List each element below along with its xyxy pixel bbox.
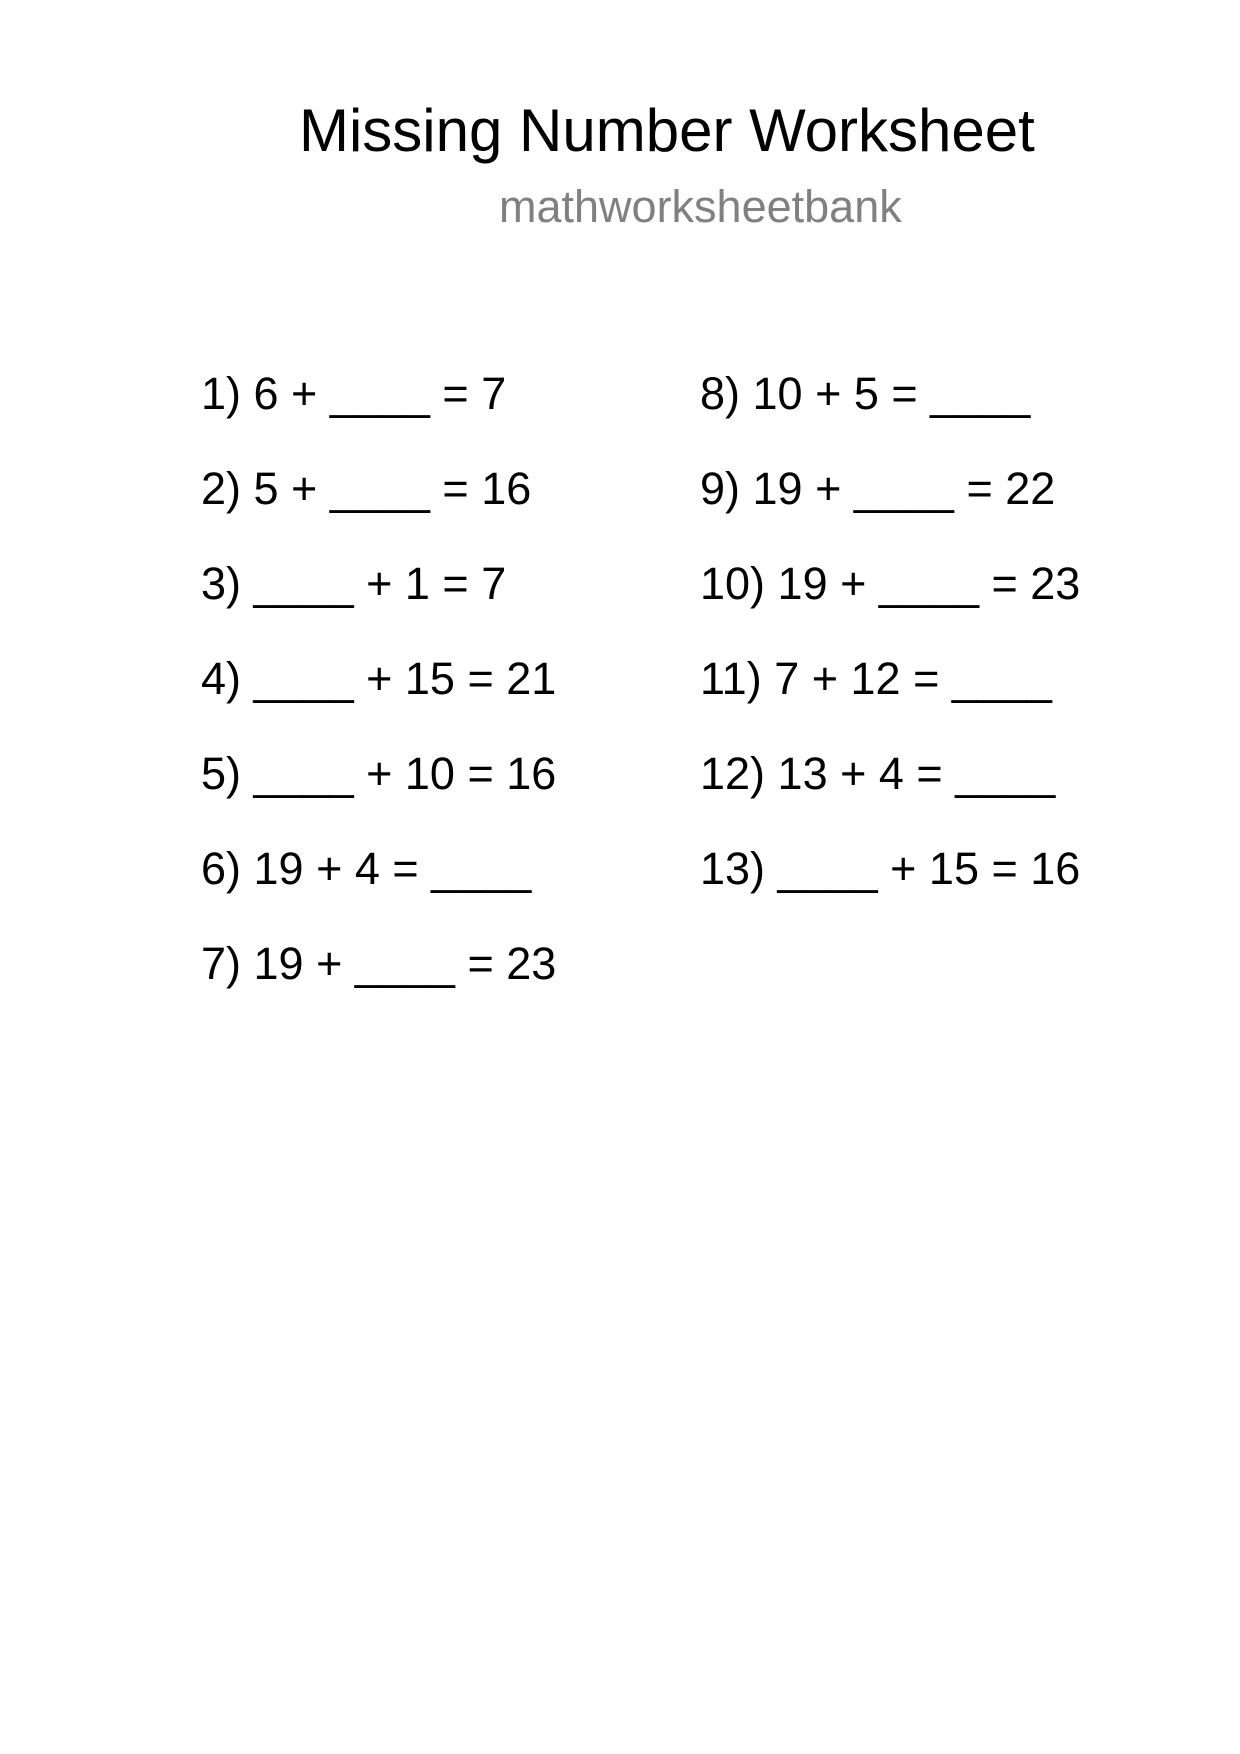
problem-9: 9) 19 + ____ = 22 [700, 463, 1056, 514]
problem-10: 10) 19 + ____ = 23 [700, 558, 1081, 609]
problem-4: 4) ____ + 15 = 21 [201, 653, 557, 704]
problem-11: 11) 7 + 12 = ____ [700, 653, 1052, 704]
problem-6: 6) 19 + 4 = ____ [201, 843, 532, 894]
worksheet-title: Missing Number Worksheet [299, 97, 1035, 164]
problem-8: 8) 10 + 5 = ____ [700, 368, 1031, 419]
problem-13: 13) ____ + 15 = 16 [700, 843, 1081, 894]
problems-column-right [700, 346, 1080, 916]
problem-1: 1) 6 + ____ = 7 [201, 368, 507, 419]
problem-12: 12) 13 + 4 = ____ [700, 748, 1056, 799]
worksheet-source: mathworksheetbank [499, 181, 902, 232]
problem-5: 5) ____ + 10 = 16 [201, 748, 557, 799]
problems-column-left [201, 346, 556, 1011]
problem-3: 3) ____ + 1 = 7 [201, 558, 507, 609]
problem-2: 2) 5 + ____ = 16 [201, 463, 532, 514]
problem-7: 7) 19 + ____ = 23 [201, 938, 557, 989]
